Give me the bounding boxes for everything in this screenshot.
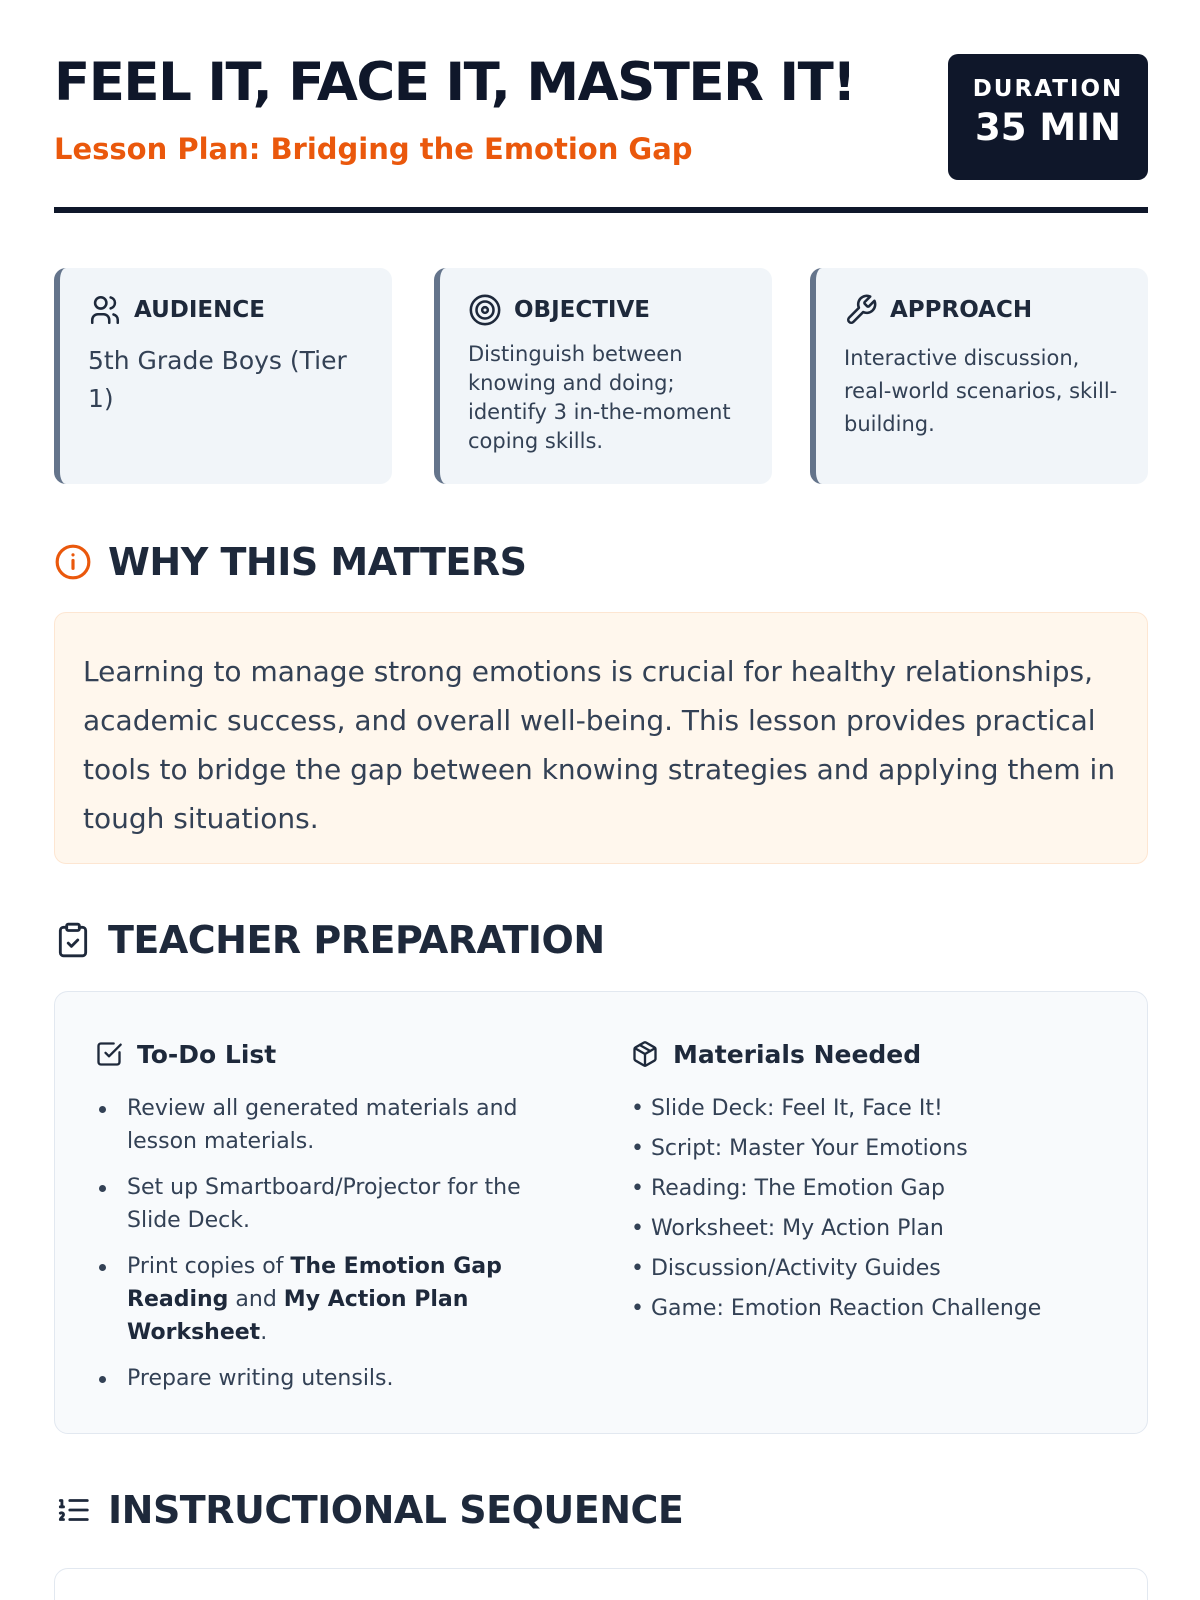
- package-icon: [631, 1040, 659, 1068]
- page-title: FEEL IT, FACE IT, MASTER IT!: [54, 52, 855, 113]
- target-icon: [468, 293, 502, 327]
- prep-title: TEACHER PREPARATION: [108, 918, 605, 962]
- sequence-heading: [54, 1488, 683, 1532]
- list-item: • Discussion/Activity Guides: [631, 1256, 941, 1281]
- lesson-plan-page: [54, 0, 1148, 1532]
- audience-card: [54, 268, 392, 484]
- clipboard-check-icon: [54, 921, 92, 959]
- duration-label: DURATION: [972, 76, 1124, 102]
- header-divider: [54, 207, 1148, 213]
- print-prefix: Print copies of: [127, 1254, 291, 1279]
- list-item: • Script: Master Your Emotions: [631, 1136, 968, 1161]
- audience-title: AUDIENCE: [134, 297, 265, 323]
- approach-card: [810, 268, 1148, 484]
- prep-heading: [54, 918, 605, 962]
- materials-column: [631, 1036, 1041, 1332]
- why-heading: [54, 540, 527, 584]
- checkbox-icon: [95, 1040, 123, 1068]
- prep-panel: [54, 991, 1148, 1434]
- objective-title: OBJECTIVE: [514, 297, 650, 323]
- page-subtitle: Lesson Plan: Bridging the Emotion Gap: [54, 132, 693, 166]
- list-item: • Reading: The Emotion Gap: [631, 1176, 946, 1201]
- print-mid: and: [228, 1287, 284, 1312]
- numbered-list-icon: [54, 1491, 92, 1529]
- why-title: WHY THIS MATTERS: [108, 540, 527, 584]
- info-cards: [54, 268, 1148, 484]
- header: [54, 0, 1148, 214]
- list-item: [95, 1250, 525, 1349]
- print-suffix: .: [260, 1320, 268, 1345]
- todo-list: [95, 1092, 525, 1395]
- why-callout: Learning to manage strong emotions is crucial for healthy relationships, academic success, and overall well-being. This lesson provides practical tools to bridge the gap between knowing strategies and applying them in tough situations.: [54, 612, 1148, 864]
- wrench-icon: [844, 293, 878, 327]
- list-item: • Game: Emotion Reaction Challenge: [631, 1296, 1042, 1321]
- list-item: Review all generated materials and lesson materials.: [95, 1092, 525, 1158]
- duration-badge: [948, 54, 1148, 180]
- approach-text: Interactive discussion, real-world scenarios, skill-building.: [844, 346, 1118, 436]
- info-circle-icon: [54, 543, 92, 581]
- approach-title: APPROACH: [890, 297, 1033, 323]
- materials-list: [631, 1092, 1041, 1325]
- list-item: Set up Smartboard/Projector for the Slide Deck.: [95, 1171, 525, 1237]
- audience-text: 5th Grade Boys (Tier 1): [88, 346, 347, 413]
- worksheet-title: My Action Plan Worksheet: [127, 1287, 469, 1345]
- list-item: Prepare writing utensils.: [95, 1362, 525, 1395]
- duration-value: 35 MIN: [975, 106, 1121, 149]
- list-item: • Slide Deck: Feel It, Face It!: [631, 1096, 943, 1121]
- objective-card: [434, 268, 772, 484]
- sequence-panel: [54, 1568, 1148, 1600]
- users-icon: [88, 293, 122, 327]
- sequence-title: INSTRUCTIONAL SEQUENCE: [108, 1488, 684, 1532]
- reading-title: The Emotion Gap Reading: [127, 1254, 502, 1312]
- materials-title: Materials Needed: [673, 1039, 922, 1069]
- list-item: • Worksheet: My Action Plan: [631, 1216, 944, 1241]
- objective-text: Distinguish between knowing and doing; identify 3 in-the-moment coping skills.: [468, 342, 731, 453]
- todo-column: [95, 1036, 525, 1408]
- todo-title: To-Do List: [137, 1039, 277, 1069]
